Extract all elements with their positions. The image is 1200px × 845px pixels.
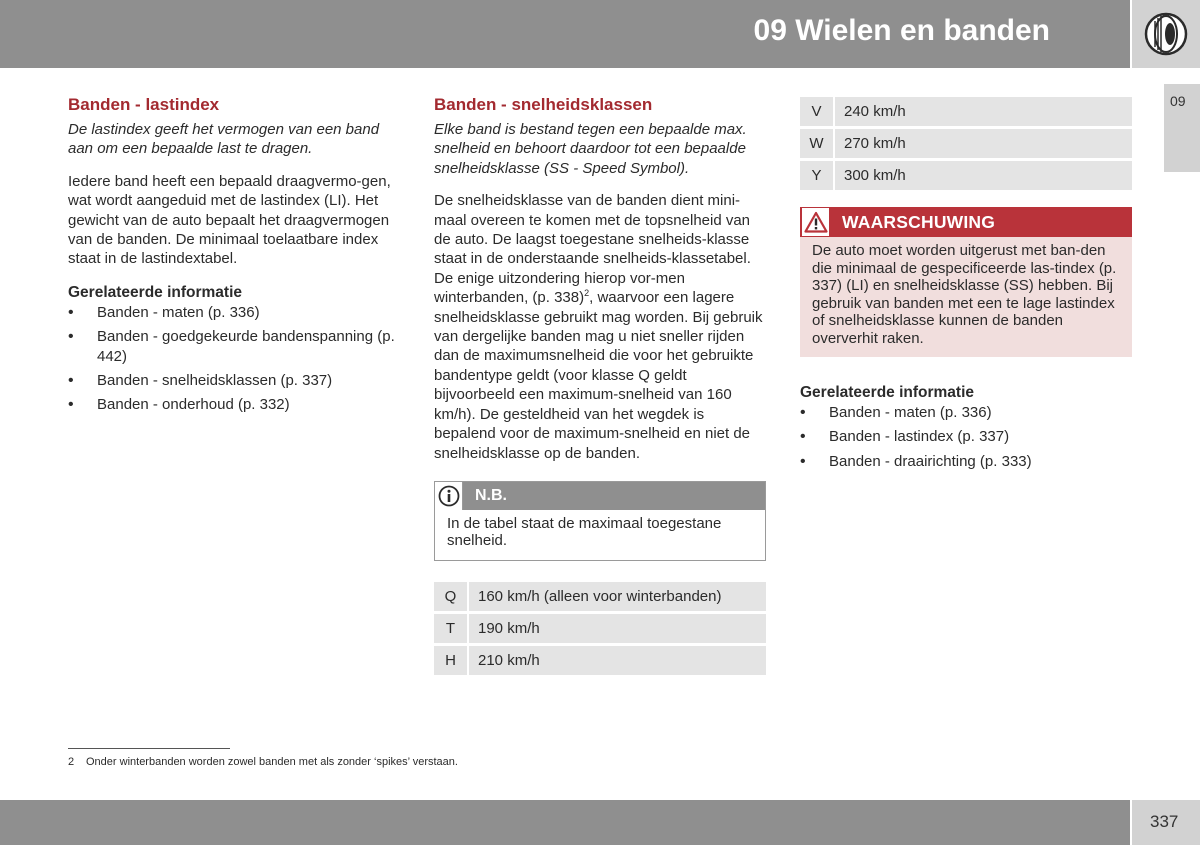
column-load-index: [68, 95, 400, 420]
note-text: In de tabel staat de maximaal toegestane snelheid.: [447, 514, 722, 550]
page-number: 337: [1150, 812, 1179, 831]
note-header: [435, 482, 765, 510]
warning-text: De auto moet worden uitgerust met ban-den die minimaal de gespecificeerde las-tindex (p. 337) (LI) en snelheidsklasse (SS) hebben. Bij gebruik van banden met een te lage lastindex of snelheidsklasse kunnen de banden oververhit raken.: [812, 242, 1117, 347]
table-row: [800, 129, 1132, 158]
section-intro: De lastindex geeft het vermogen van een band aan om een bepaalde last te dragen.: [68, 121, 380, 158]
speed-code: T: [434, 614, 469, 643]
chapter-tab-label: 09: [1170, 93, 1186, 109]
speed-code: Y: [800, 161, 835, 190]
table-row: [800, 97, 1132, 126]
footnote-ref: 2: [584, 288, 590, 299]
column-speed-class: [434, 95, 766, 678]
footer-bar: [0, 800, 1130, 845]
tire-icon: [1143, 11, 1189, 57]
related-link[interactable]: • Banden - goedgekeurde bandenspanning (p. 442): [68, 327, 400, 366]
speed-class-table: [434, 579, 766, 678]
section-body: [434, 191, 766, 463]
speed-value: 270 km/h: [835, 129, 1132, 158]
section-body: Iedere band heeft een bepaald draagvermo-gen, wat wordt aangeduid met de lastindex (LI). Het gewicht van de auto bepaalt het draagvermogen van de banden. De minimaal toelaatbare index staat in de lastindextabel.: [68, 172, 391, 268]
section-intro: Elke band is bestand tegen een bepaalde max. snelheid en behoort daardoor tot een bepaalde snelheidsklasse (SS - Speed Symbol).: [434, 121, 747, 177]
related-info-heading: Gerelateerde informatie: [68, 283, 243, 301]
body-text-part1: De snelheidsklasse van de banden dient mini-maal overeen te komen met de topsnelheid van de auto. De laagst toegestane snelheids-klasse staat in de onderstaande snelheids-klassetabel. De enige uitzondering hierop vor-men winterbanden, (p. 338): [434, 192, 751, 307]
section-heading-speed-class: Banden - snelheidsklassen: [434, 95, 653, 114]
related-info-list: [68, 303, 400, 415]
speed-value: 160 km/h (alleen voor winterbanden): [469, 582, 766, 611]
info-icon: [435, 482, 463, 510]
table-row: [434, 646, 766, 675]
speed-value: 190 km/h: [469, 614, 766, 643]
body-text-part2: , waarvoor een lagere snelheidsklasse gebruikt mag worden. Bij gebruik van dergelijke banden mag u niet sneller rijden dan de maximumsnelheid die voor het gebruikte bandentype geldt (voor klasse Q geldt bijvoorbeeld een maximum-snelheid van 160 km/h). De gesteldheid van het wegdek is bepalend voor de maximum-snelheid en niet de snelheidsklasse op de banden.: [434, 289, 763, 462]
speed-code: H: [434, 646, 469, 675]
warning-title: WAARSCHUWING: [842, 211, 996, 232]
table-row: [800, 161, 1132, 190]
related-info-heading: Gerelateerde informatie: [800, 384, 975, 401]
footnote: [68, 756, 458, 768]
footnote-separator: [68, 748, 230, 749]
speed-code: W: [800, 129, 835, 158]
note-title: N.B.: [475, 486, 507, 504]
related-link[interactable]: • Banden - snelheidsklassen (p. 337): [68, 371, 400, 390]
warning-header: [800, 207, 1132, 237]
chapter-tab: [1164, 84, 1200, 172]
table-row: [434, 582, 766, 611]
footnote-number: 2: [68, 756, 75, 768]
chapter-icon-box: [1132, 0, 1200, 68]
speed-code: Q: [434, 582, 469, 611]
section-heading-load-index: Banden - lastindex: [68, 95, 220, 114]
related-link[interactable]: • Banden - maten (p. 336): [68, 303, 400, 322]
page-number-box: [1132, 800, 1200, 845]
speed-code: V: [800, 97, 835, 126]
note-box: [434, 481, 766, 561]
header-bar: [0, 0, 1130, 68]
related-link[interactable]: • Banden - lastindex (p. 337): [800, 427, 1132, 446]
related-link[interactable]: • Banden - maten (p. 336): [800, 403, 1132, 422]
footnote-text: Onder winterbanden worden zowel banden met als zonder ‘spikes’ verstaan.: [86, 756, 458, 768]
speed-value: 210 km/h: [469, 646, 766, 675]
warning-box: [800, 207, 1132, 357]
speed-value: 300 km/h: [835, 161, 1132, 190]
column-continued: [800, 97, 1132, 476]
related-link[interactable]: • Banden - onderhoud (p. 332): [68, 395, 400, 414]
warning-triangle-icon: [801, 207, 830, 237]
speed-value: 240 km/h: [835, 97, 1132, 126]
table-row: [434, 614, 766, 643]
speed-class-table-continued: [800, 94, 1132, 193]
related-link[interactable]: • Banden - draairichting (p. 333): [800, 452, 1132, 471]
chapter-title: 09 Wielen en banden: [753, 14, 1050, 47]
related-info-list: [800, 403, 1132, 471]
